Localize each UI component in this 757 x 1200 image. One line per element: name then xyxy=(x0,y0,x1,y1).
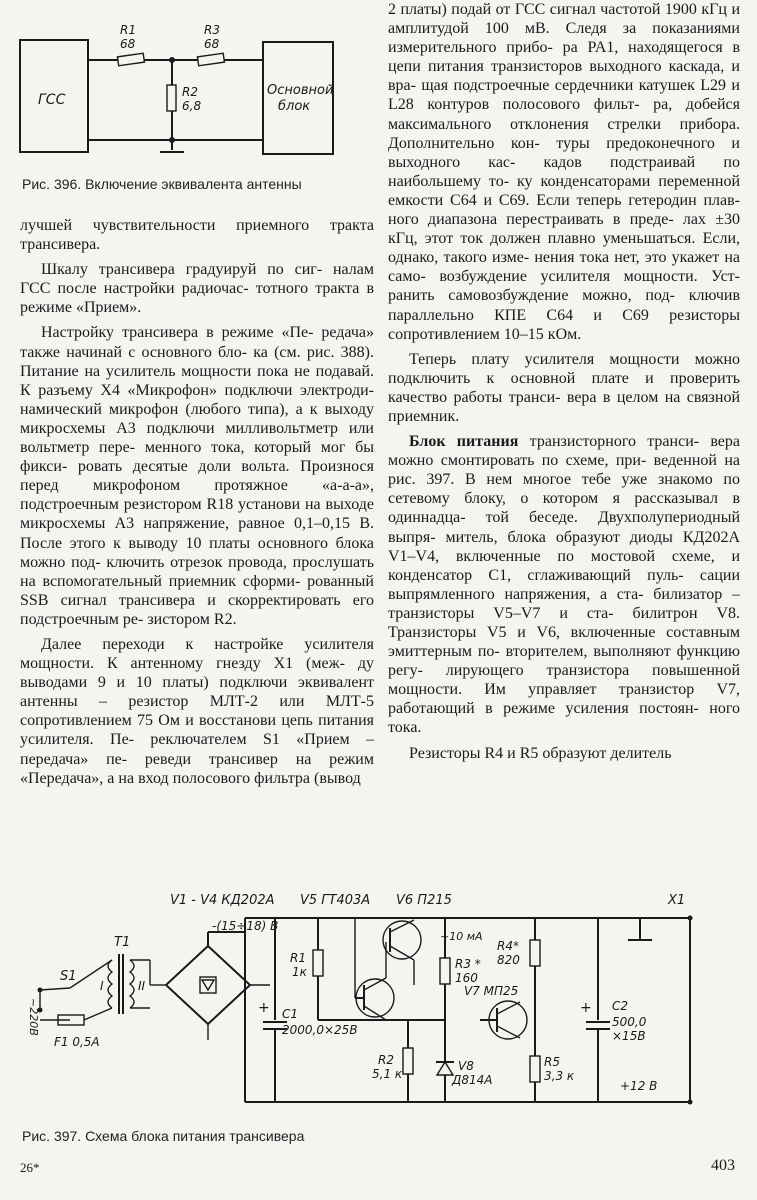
r2-name: R2 xyxy=(182,85,198,99)
paragraph: Далее переходи к настройке усилителя мощности. К антенному гнезду X1 (меж- ду выводами 9 и 10 платы) подключи эквивалент антенны – резистор МЛТ-2 или МЛТ-5 сопротивлением 75 Ом и восстанови цепь питания усилителя. Пе- реключателем S1 «Прием – передача» пе- реведи трансивер на режим «Передача», а на вход полосового фильтра (вывод xyxy=(20,635,374,787)
x1-label: X1 xyxy=(668,893,686,908)
resistor-r2 xyxy=(167,85,176,111)
f1-label: F1 0,5А xyxy=(54,1035,100,1049)
r3-value: 160 xyxy=(455,971,478,985)
c1-value: 2000,0×25В xyxy=(282,1023,358,1037)
r5-name: R5 xyxy=(544,1055,560,1069)
section-heading: Блок питания xyxy=(409,433,519,451)
paragraph-text: транзисторного транси- вера можно смонтировать по схеме, при- веденной на рис. 397. В нем многое тебе уже знакомо по сетевому блоку, о котором я рассказывал в одиннадца- той беседе. Двухполупериодный выпря- митель, блока образуют диоды КД202А V1–V4, включенные по мостовой схеме, и конденсатор C1, сглаживающий пуль- сации выпрямленного напряжения, а ста- билизатор – транзисторы V5–V7 и ста- билитрон V8. Транзисторы V5 и V6, включенные составным эмиттерным по- вторителем, выполняют функцию регу- лирующего транзистора повышенной мощности. Им управляет транзистор V7, работающий в режиме усиления постоян- ного тока. xyxy=(388,433,740,737)
figure-396-caption: Рис. 396. Включение эквивалента антенны xyxy=(22,176,302,192)
bridge-voltage-label: -(15÷18) В xyxy=(212,919,279,933)
paragraph: Теперь плату усилителя мощности можно подключить к основной плате и проверить качество работы транси- вера в целом на связной приемник. xyxy=(388,350,740,425)
s1-label: S1 xyxy=(60,969,77,984)
current-label: ~10 мА xyxy=(440,930,483,943)
figure-396-schematic xyxy=(0,0,380,170)
r1-value: 68 xyxy=(120,37,136,51)
paragraph: 2 платы) подай от ГСС сигнал частотой 1900 кГц и амплитудой 100 мВ. Следя за показаниями измерительного прибо- ра PA1, находящегося в цепи питания транзисторов выходного каскада, и вра- щая подстроечные сердечники катушек L29 и L28 контуров полосового фильт- ра, добейся максимального отклонения стрелки прибора. Дополнительно кон- туры предоконечного и выходного кас- кадов подстраивай по наибольшему то- ку конденсаторами переменной емкости C64 и C69. Если теперь гетеродин плав- ного диапазона перестраивать в преде- лах ±30 кГц, этот ток должен плавно уменьшаться. Если, однако, такого изме- нения тока нет, это укажет на само- возбуждение усилителя мощности. Уст- ранить самовозбуждение можно, под- ключив параллельно КПЕ C64 и C69 резисторы сопротивлением 10–15 кОм. xyxy=(388,1,740,343)
c2-name: C2 xyxy=(612,999,629,1013)
v8-value: Д814А xyxy=(452,1073,493,1087)
mains-label: ~220В xyxy=(27,998,40,1036)
r1-name: R1 xyxy=(290,951,306,965)
paragraph: Настройку трансивера в режиме «Пе- редача» также начинай с основного бло- ка (см. рис. 388). Питание на усилитель мощности пока не подавай. К разъему X4 «Микрофон» подключи электроди- намический микрофон (любого типа), а к выходу микросхемы А3 подключи милливольтметр или вольтметр пере- менного тока, который мог бы фикси- ровать десятые доли вольта. Произнося перед микрофоном протяжное «а-а-а», подстроечным резистором R18 установи на выходе микросхемы А3 напряжение, равное 0,1–0,15 В. После этого к выводу 10 платы основного блока можно под- ключить отрезок провода, прослушать на вспомогательный приемник сформи- рованный SSB сигнал трансивера и скорректировать его подстроечным ре- зистором R2. xyxy=(20,324,374,628)
main-block-label-1: Основной xyxy=(267,83,334,98)
r2-value: 6,8 xyxy=(182,99,202,113)
resistor-r1 xyxy=(117,53,144,66)
page-number: 403 xyxy=(711,1157,735,1174)
paragraph: Резисторы R4 и R5 образуют делитель xyxy=(409,744,672,762)
v5-label: V5 ГТ403А xyxy=(300,893,371,908)
v7-label: V7 МП25 xyxy=(464,984,519,998)
gss-block-label: ГСС xyxy=(38,92,66,108)
r4-name: R4* xyxy=(497,939,519,953)
r1-name: R1 xyxy=(120,23,136,37)
r4-value: 820 xyxy=(497,953,520,967)
winding-2-label: II xyxy=(138,979,146,993)
c2-value-1: 500,0 xyxy=(612,1015,647,1029)
figure-397-schematic xyxy=(0,880,757,1120)
resistor-r3 xyxy=(197,53,224,66)
c1-plus: + xyxy=(258,1000,270,1016)
paragraph: лучшей чувствительности приемного тракта трансивера. xyxy=(20,217,374,254)
c2-value-2: ×15В xyxy=(612,1029,646,1043)
left-text-column xyxy=(20,216,374,788)
paragraph: Шкалу трансивера градуируй по сиг- налам ГСС после настройки радиочас- тотного тракта в режиме «Прием». xyxy=(20,261,374,317)
r3-name: R3 * xyxy=(455,957,481,971)
paragraph xyxy=(388,432,740,738)
r1-value: 1к xyxy=(292,965,307,979)
v1-v4-label: V1 - V4 КД202А xyxy=(170,893,275,908)
c2-plus: + xyxy=(580,1000,592,1016)
figure-397-caption: Рис. 397. Схема блока питания трансивера xyxy=(22,1128,305,1144)
r2-value: 5,1 к xyxy=(372,1067,403,1081)
v6-label: V6 П215 xyxy=(396,893,452,908)
t1-label: T1 xyxy=(114,935,131,950)
r3-value: 68 xyxy=(204,37,220,51)
winding-1-label: I xyxy=(100,979,104,993)
folio-mark: 26* xyxy=(20,1160,40,1175)
main-block-label-2: блок xyxy=(278,99,311,114)
out-voltage-label: +12 В xyxy=(620,1079,658,1093)
right-text-column xyxy=(388,0,740,763)
r3-name: R3 xyxy=(204,23,220,37)
v8-name: V8 xyxy=(458,1059,474,1073)
r5-value: 3,3 к xyxy=(544,1069,575,1083)
c1-name: C1 xyxy=(282,1007,299,1021)
r2-name: R2 xyxy=(378,1053,394,1067)
